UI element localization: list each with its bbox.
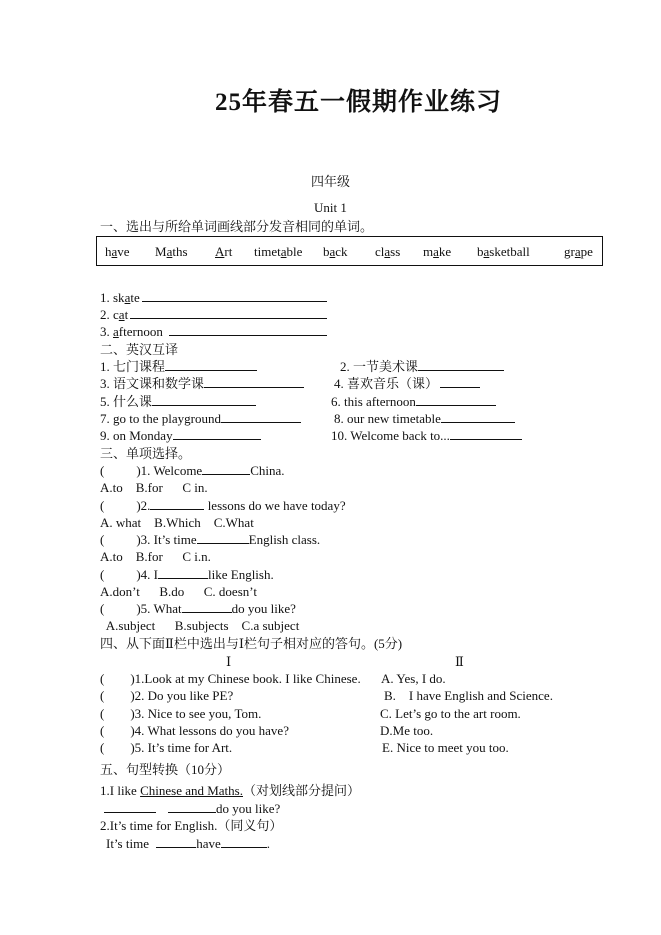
answer-blank[interactable] (416, 405, 496, 406)
answer-blank[interactable] (169, 335, 327, 336)
answer-blank[interactable] (418, 370, 504, 371)
word-option: grape (564, 244, 593, 259)
word-option: basketball (477, 244, 530, 259)
answer-blank[interactable] (441, 422, 515, 423)
column-2-label: Ⅱ (455, 654, 464, 669)
answer-blank[interactable] (165, 370, 257, 371)
answer-blank[interactable] (221, 422, 301, 423)
section1-heading: 一、选出与所给单词画线部分发音相同的单词。 (100, 219, 374, 234)
answer-blank[interactable] (156, 847, 196, 848)
s2-item-2: 2. 一节美术课 (340, 359, 504, 375)
s4-right-d: D.Me too. (380, 723, 434, 738)
s2-item-3: 3. 语文课和数学课 (100, 376, 304, 392)
answer-blank[interactable] (158, 578, 208, 579)
answer-blank[interactable] (142, 301, 327, 302)
answer-blank[interactable] (173, 439, 261, 440)
s4-left-4: ( )4. What lessons do you have? (100, 723, 289, 738)
s3-options-4: A.don’t B.do C. doesn’t (100, 584, 257, 599)
s5-question-2: 2.It’s time for English.（同义句） (100, 818, 283, 833)
s2-item-8: 8. our new timetable (334, 411, 515, 427)
s2-item-10: 10. Welcome back to... (331, 428, 522, 444)
answer-blank[interactable] (440, 387, 480, 388)
s2-item-9: 9. on Monday (100, 428, 261, 444)
grade-label: 四年级 (311, 174, 351, 189)
s3-question-5: ( )5. What do you like? (100, 601, 296, 616)
column-1-label: Ⅰ (226, 654, 232, 669)
s3-question-2: ( )2. lessons do we have today? (100, 498, 346, 513)
s2-item-5: 5. 什么课 (100, 394, 256, 410)
s4-right-e: E. Nice to meet you too. (382, 740, 509, 755)
answer-blank[interactable] (150, 509, 204, 510)
word-option: back (323, 244, 348, 259)
answer-blank[interactable] (221, 847, 267, 848)
s3-options-5: A.subject B.subjects C.a subject (100, 618, 300, 633)
word-box (96, 236, 603, 266)
answer-blank[interactable] (450, 439, 522, 440)
s3-question-3: ( )3. It’s time English class. (100, 532, 321, 547)
section3-heading: 三、单项选择。 (100, 446, 192, 461)
s5-answer-2: It’s time have . (106, 836, 271, 851)
word-option: Maths (155, 244, 188, 259)
s4-right-a: A. Yes, I do. (381, 671, 446, 686)
s4-left-2: ( )2. Do you like PE? (100, 688, 234, 703)
section5-heading: 五、句型转换（10分） (100, 762, 231, 777)
page-title: 25年春五一假期作业练习 (214, 89, 502, 116)
section4-heading: 四、从下面Ⅱ栏中选出与Ⅰ栏句子相对应的答句。(5分) (100, 636, 403, 651)
s2-item-7: 7. go to the playground (100, 411, 301, 427)
s3-options-2: A. what B.Which C.What (100, 515, 254, 530)
s2-item-4: 4. 喜欢音乐（课） (334, 376, 480, 392)
s2-item-6: 6. this afternoon (331, 394, 496, 410)
answer-blank[interactable] (202, 474, 250, 475)
s3-question-4: ( )4. I like English. (100, 567, 274, 582)
s3-options-1: A.to B.for C in. (100, 480, 208, 495)
s4-left-5: ( )5. It’s time for Art. (100, 740, 233, 755)
s5-question-1: 1.I like Chinese and Maths.（对划线部分提问） (100, 783, 360, 798)
word-option: timetable (254, 244, 303, 259)
s1-item-2: 2. cat (100, 307, 327, 323)
s3-question-1: ( )1. Welcome China. (100, 463, 285, 478)
word-option: make (423, 244, 452, 259)
answer-blank[interactable] (130, 318, 327, 319)
s1-item-1: 1. skate (100, 290, 327, 306)
answer-blank[interactable] (204, 387, 304, 388)
word-option: have (105, 244, 130, 259)
answer-blank[interactable] (152, 405, 256, 406)
s4-right-b: B. I have English and Science. (384, 688, 553, 703)
s3-options-3: A.to B.for C i.n. (100, 549, 211, 564)
s4-left-1: ( )1.Look at my Chinese book. I like Chinese. (100, 671, 361, 686)
word-option: Art (215, 244, 233, 259)
section2-heading: 二、英汉互译 (100, 342, 179, 357)
unit-label: Unit 1 (314, 200, 347, 215)
answer-blank[interactable] (182, 612, 232, 613)
s2-item-1: 1. 七门课程 (100, 359, 257, 375)
word-option: class (375, 244, 401, 259)
s5-answer-1: do you like? (104, 801, 280, 817)
answer-blank[interactable] (168, 812, 216, 813)
s1-item-3: 3. afternoon (100, 324, 327, 340)
answer-blank[interactable] (104, 812, 156, 813)
s4-right-c: C. Let’s go to the art room. (380, 706, 521, 721)
answer-blank[interactable] (197, 543, 249, 544)
s4-left-3: ( )3. Nice to see you, Tom. (100, 706, 262, 721)
